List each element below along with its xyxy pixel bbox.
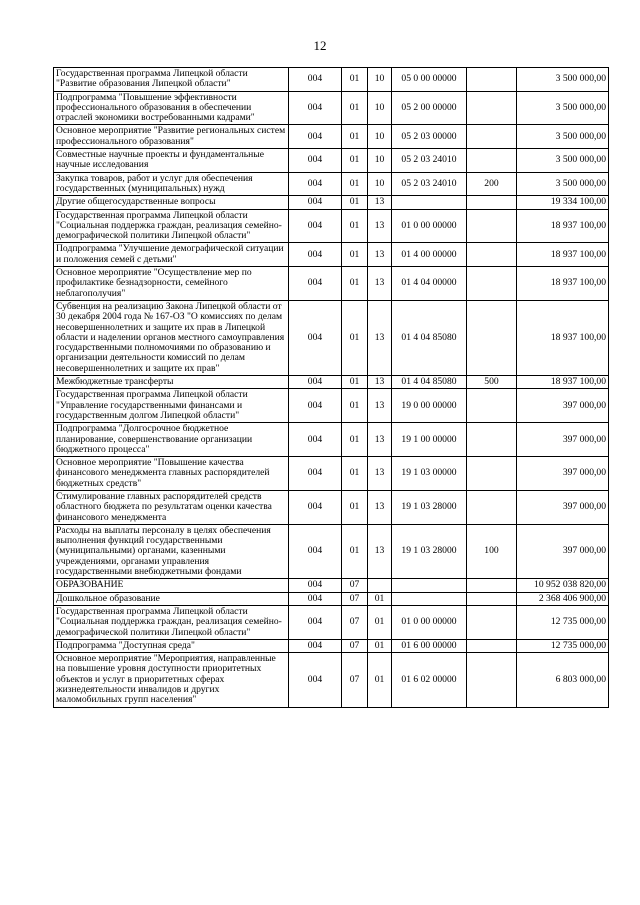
section-code-cell: 07 (342, 579, 368, 592)
row-name-cell: Подпрограмма "Улучшение демографической ситуации и положения семей с детьми" (54, 243, 289, 267)
expense-type-cell (467, 68, 517, 92)
table-row (54, 457, 609, 491)
amount-cell: 18 937 100,00 (517, 376, 609, 389)
target-article-cell: 01 4 04 85080 (392, 376, 467, 389)
target-article-cell: 01 4 04 00000 (392, 267, 467, 301)
budget-table (53, 67, 609, 708)
expense-type-cell (467, 389, 517, 423)
expense-type-cell (467, 592, 517, 605)
table-row (54, 423, 609, 457)
table-row (54, 68, 609, 92)
ministry-code-cell: 004 (289, 300, 342, 375)
ministry-code-cell: 004 (289, 172, 342, 196)
ministry-code-cell: 004 (289, 209, 342, 243)
expense-type-cell (467, 209, 517, 243)
table-row (54, 524, 609, 578)
amount-cell: 2 368 406 900,00 (517, 592, 609, 605)
subsection-code-cell: 10 (368, 172, 392, 196)
section-code-cell: 01 (342, 196, 368, 209)
subsection-code-cell: 13 (368, 524, 392, 578)
amount-cell: 3 500 000,00 (517, 149, 609, 173)
ministry-code-cell: 004 (289, 267, 342, 301)
section-code-cell: 07 (342, 592, 368, 605)
amount-cell: 18 937 100,00 (517, 300, 609, 375)
table-row (54, 267, 609, 301)
row-name-cell: Подпрограмма "Долгосрочное бюджетное планирование, совершенствование организации бюджетного процесса" (54, 423, 289, 457)
target-article-cell: 01 6 00 00000 (392, 639, 467, 652)
ministry-code-cell: 004 (289, 524, 342, 578)
subsection-code-cell: 13 (368, 267, 392, 301)
table-row (54, 490, 609, 524)
subsection-code-cell: 10 (368, 149, 392, 173)
row-name-cell: Расходы на выплаты персоналу в целях обеспечения выполнения функций государственными (муниципальными) органами, казенными учреждениями, органами управления государственными внебюджетными фондами (54, 524, 289, 578)
amount-cell: 18 937 100,00 (517, 267, 609, 301)
amount-cell: 3 500 000,00 (517, 68, 609, 92)
target-article-cell: 05 2 03 24010 (392, 172, 467, 196)
expense-type-cell (467, 196, 517, 209)
ministry-code-cell: 004 (289, 579, 342, 592)
row-name-cell: Основное мероприятие "Повышение качества финансового менеджмента главных распорядителей бюджетных средств" (54, 457, 289, 491)
subsection-code-cell: 10 (368, 91, 392, 125)
section-code-cell: 01 (342, 300, 368, 375)
ministry-code-cell: 004 (289, 592, 342, 605)
target-article-cell: 01 0 00 00000 (392, 605, 467, 639)
row-name-cell: Подпрограмма "Повышение эффективности профессионального образования в обеспечении отраслей экономики востребованными кадрами" (54, 91, 289, 125)
ministry-code-cell: 004 (289, 389, 342, 423)
row-name-cell: Дошкольное образование (54, 592, 289, 605)
ministry-code-cell: 004 (289, 490, 342, 524)
expense-type-cell: 100 (467, 524, 517, 578)
target-article-cell: 19 1 03 28000 (392, 524, 467, 578)
section-code-cell: 01 (342, 524, 368, 578)
budget-table-body (54, 68, 609, 708)
row-name-cell: Межбюджетные трансферты (54, 376, 289, 389)
target-article-cell (392, 592, 467, 605)
row-name-cell: Другие общегосударственные вопросы (54, 196, 289, 209)
table-row (54, 91, 609, 125)
table-row (54, 125, 609, 149)
subsection-code-cell: 01 (368, 605, 392, 639)
expense-type-cell (467, 149, 517, 173)
table-row (54, 605, 609, 639)
section-code-cell: 01 (342, 267, 368, 301)
target-article-cell: 05 2 03 00000 (392, 125, 467, 149)
target-article-cell: 05 2 03 24010 (392, 149, 467, 173)
table-row (54, 653, 609, 707)
target-article-cell: 19 1 03 00000 (392, 457, 467, 491)
subsection-code-cell: 13 (368, 423, 392, 457)
ministry-code-cell: 004 (289, 423, 342, 457)
section-code-cell: 01 (342, 243, 368, 267)
target-article-cell: 05 2 00 00000 (392, 91, 467, 125)
target-article-cell: 05 0 00 00000 (392, 68, 467, 92)
subsection-code-cell (368, 579, 392, 592)
section-code-cell: 01 (342, 457, 368, 491)
table-row (54, 209, 609, 243)
ministry-code-cell: 004 (289, 68, 342, 92)
row-name-cell: Государственная программа Липецкой области "Управление государственными финансами и государственным долгом Липецкой области" (54, 389, 289, 423)
amount-cell: 397 000,00 (517, 490, 609, 524)
target-article-cell: 01 4 04 85080 (392, 300, 467, 375)
expense-type-cell (467, 639, 517, 652)
row-name-cell: Совместные научные проекты и фундаментальные научные исследования (54, 149, 289, 173)
target-article-cell: 19 1 00 00000 (392, 423, 467, 457)
target-article-cell: 01 0 00 00000 (392, 209, 467, 243)
target-article-cell: 19 1 03 28000 (392, 490, 467, 524)
table-row (54, 376, 609, 389)
row-name-cell: Субвенция на реализацию Закона Липецкой области от 30 декабря 2004 года № 167-ОЗ "О комиссиях по делам несовершеннолетних и защите их прав в Липецкой области и наделении органов местного самоуправления государственными полномочиями по образованию и организации деятельности комиссий по делам несовершеннолетних и защите их прав" (54, 300, 289, 375)
amount-cell: 19 334 100,00 (517, 196, 609, 209)
subsection-code-cell: 13 (368, 389, 392, 423)
section-code-cell: 01 (342, 209, 368, 243)
amount-cell: 6 803 000,00 (517, 653, 609, 707)
table-row (54, 579, 609, 592)
table-row (54, 389, 609, 423)
expense-type-cell (467, 91, 517, 125)
expense-type-cell: 200 (467, 172, 517, 196)
subsection-code-cell: 13 (368, 490, 392, 524)
section-code-cell: 01 (342, 149, 368, 173)
expense-type-cell (467, 267, 517, 301)
expense-type-cell (467, 125, 517, 149)
target-article-cell (392, 579, 467, 592)
section-code-cell: 01 (342, 91, 368, 125)
amount-cell: 3 500 000,00 (517, 125, 609, 149)
amount-cell: 12 735 000,00 (517, 605, 609, 639)
row-name-cell: ОБРАЗОВАНИЕ (54, 579, 289, 592)
amount-cell: 397 000,00 (517, 423, 609, 457)
row-name-cell: Основное мероприятие "Осуществление мер по профилактике безнадзорности, семейного неблагополучия" (54, 267, 289, 301)
expense-type-cell (467, 300, 517, 375)
amount-cell: 18 937 100,00 (517, 243, 609, 267)
subsection-code-cell: 01 (368, 592, 392, 605)
ministry-code-cell: 004 (289, 653, 342, 707)
amount-cell: 397 000,00 (517, 524, 609, 578)
section-code-cell: 01 (342, 389, 368, 423)
table-row (54, 149, 609, 173)
section-code-cell: 01 (342, 376, 368, 389)
expense-type-cell (467, 457, 517, 491)
row-name-cell: Государственная программа Липецкой области "Социальная поддержка граждан, реализация семейно-демографической политики Липецкой области" (54, 209, 289, 243)
subsection-code-cell: 13 (368, 376, 392, 389)
table-row (54, 243, 609, 267)
table-row (54, 196, 609, 209)
target-article-cell: 01 4 00 00000 (392, 243, 467, 267)
row-name-cell: Государственная программа Липецкой области "Развитие образования Липецкой области" (54, 68, 289, 92)
ministry-code-cell: 004 (289, 149, 342, 173)
section-code-cell: 01 (342, 423, 368, 457)
amount-cell: 397 000,00 (517, 389, 609, 423)
subsection-code-cell: 13 (368, 243, 392, 267)
subsection-code-cell: 01 (368, 639, 392, 652)
subsection-code-cell: 13 (368, 300, 392, 375)
expense-type-cell (467, 490, 517, 524)
row-name-cell: Подпрограмма "Доступная среда" (54, 639, 289, 652)
subsection-code-cell: 13 (368, 209, 392, 243)
expense-type-cell (467, 605, 517, 639)
table-row (54, 172, 609, 196)
target-article-cell: 19 0 00 00000 (392, 389, 467, 423)
amount-cell: 10 952 038 820,00 (517, 579, 609, 592)
ministry-code-cell: 004 (289, 457, 342, 491)
row-name-cell: Стимулирование главных распорядителей средств областного бюджета по результатам оценки качества финансового менеджмента (54, 490, 289, 524)
ministry-code-cell: 004 (289, 605, 342, 639)
row-name-cell: Основное мероприятие "Развитие региональных систем профессионального образования" (54, 125, 289, 149)
ministry-code-cell: 004 (289, 91, 342, 125)
section-code-cell: 01 (342, 68, 368, 92)
amount-cell: 397 000,00 (517, 457, 609, 491)
table-row (54, 639, 609, 652)
ministry-code-cell: 004 (289, 376, 342, 389)
section-code-cell: 07 (342, 639, 368, 652)
target-article-cell: 01 6 02 00000 (392, 653, 467, 707)
subsection-code-cell: 01 (368, 653, 392, 707)
expense-type-cell: 500 (467, 376, 517, 389)
ministry-code-cell: 004 (289, 125, 342, 149)
amount-cell: 3 500 000,00 (517, 91, 609, 125)
subsection-code-cell: 13 (368, 196, 392, 209)
section-code-cell: 01 (342, 490, 368, 524)
subsection-code-cell: 10 (368, 125, 392, 149)
expense-type-cell (467, 243, 517, 267)
ministry-code-cell: 004 (289, 196, 342, 209)
target-article-cell (392, 196, 467, 209)
section-code-cell: 07 (342, 653, 368, 707)
row-name-cell: Государственная программа Липецкой области "Социальная поддержка граждан, реализация семейно-демографической политики Липецкой области" (54, 605, 289, 639)
page-number: 12 (313, 38, 327, 53)
expense-type-cell (467, 579, 517, 592)
amount-cell: 18 937 100,00 (517, 209, 609, 243)
subsection-code-cell: 10 (368, 68, 392, 92)
section-code-cell: 01 (342, 172, 368, 196)
expense-type-cell (467, 653, 517, 707)
ministry-code-cell: 004 (289, 639, 342, 652)
section-code-cell: 01 (342, 125, 368, 149)
table-row (54, 592, 609, 605)
section-code-cell: 07 (342, 605, 368, 639)
table-row (54, 300, 609, 375)
expense-type-cell (467, 423, 517, 457)
ministry-code-cell: 004 (289, 243, 342, 267)
amount-cell: 12 735 000,00 (517, 639, 609, 652)
amount-cell: 3 500 000,00 (517, 172, 609, 196)
row-name-cell: Закупка товаров, работ и услуг для обеспечения государственных (муниципальных) нужд (54, 172, 289, 196)
row-name-cell: Основное мероприятие "Мероприятия, направленные на повышение уровня доступности приоритетных объектов и услуг в приоритетных сферах жизнедеятельности инвалидов и других маломобильных групп населения" (54, 653, 289, 707)
subsection-code-cell: 13 (368, 457, 392, 491)
